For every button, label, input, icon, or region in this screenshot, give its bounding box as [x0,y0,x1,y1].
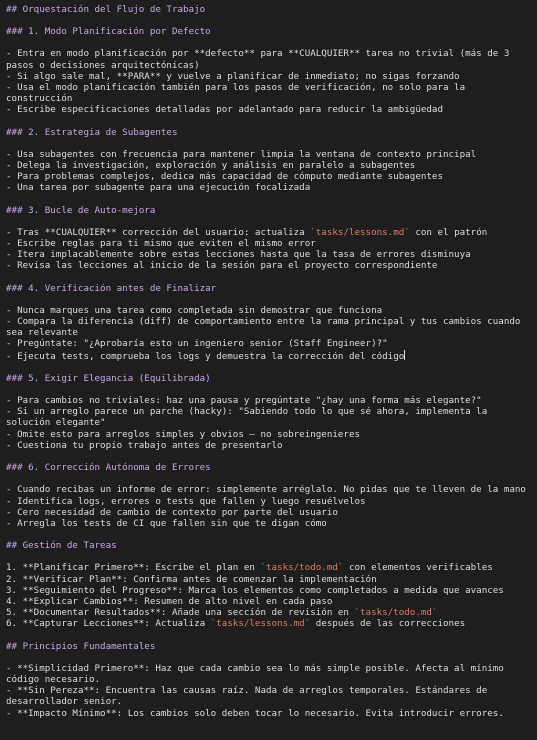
text-run: 1. **Planificar Primero**: Escribe el plan en [6,562,261,574]
text-run: - Cero necesidad de cambio de contexto por parte del usuario [6,506,338,518]
list-item [6,574,531,585]
section [6,127,531,194]
text-run: 3. **Seguimiento del Progreso**: Marca los elementos como completados a medida que avances [6,584,504,596]
list-item [6,149,531,160]
list-item [6,484,531,495]
section [6,373,531,451]
text-run: con elementos verificables [343,562,493,574]
text-run: - Cuando recibas un informe de error: simplemente arréglalo. No pidas que te lleven de la mano [6,484,526,496]
text-run: - Escribe reglas para ti mismo que eviten el mismo error [6,238,316,250]
text-run: - Ejecuta tests, comprueba los logs y demuestra la corrección del código [6,350,405,362]
section-heading: ### 1. Modo Planificación por Defecto [6,26,211,38]
section-heading: ### 2. Estrategia de Subagentes [6,126,178,138]
list-item [6,685,531,707]
list-item [6,350,531,362]
text-run: - Para cambios no triviales: haz una pausa y pregúntate "¿hay una forma más elegante?" [6,395,482,407]
text-cursor [404,350,405,360]
text-run: - Pregúntate: "¿Aprobaría esto un ingeniero senior (Staff Engineer)?" [6,338,388,350]
list-item [6,227,531,238]
text-run: - **Impacto Mínimo**: Los cambios solo deben tocar lo necesario. Evita introducir errores. [6,707,504,719]
section [6,26,531,115]
list-item [6,440,531,451]
list-item [6,429,531,440]
section-heading: ### 6. Corrección Autónoma de Errores [6,462,211,474]
section [6,462,531,529]
text-run: - Itera implacablemente sobre estas lecciones hasta que la tasa de errores disminuya [6,249,471,261]
text-run: - Si un arreglo parece un parche (hacky): "Sabiendo todo lo que sé ahora, implementa la solución elegante" [6,406,493,429]
text-run: - Cuestiona tu propio trabajo antes de presentarlo [6,439,283,451]
section-heading: ### 3. Bucle de Auto-mejora [6,204,156,216]
list-item [6,708,531,719]
list-item [6,618,531,629]
list-item [6,406,531,428]
text-run: - Una tarea por subagente para una ejecución focalizada [6,182,311,194]
text-run: - Entra en modo planificación por **defecto** para **CUALQUIER** tarea no trivial (más de 3 pasos o decisiones arquitectónicas) [6,48,515,71]
text-run: - Escribe especificaciones detalladas por adelantado para reducir la ambigüedad [6,104,443,116]
list-item [6,260,531,271]
text-run: con el patrón [409,226,488,238]
list-item [6,518,531,529]
list-item [6,71,531,82]
list-item [6,316,531,338]
list-item [6,82,531,104]
text-run: - Compara la diferencia (diff) de comportamiento entre la rama principal y tus cambios cuando sea relevante [6,316,526,339]
inline-code: `tasks/todo.md` [354,607,438,619]
list-item [6,585,531,596]
list-item [6,395,531,406]
list-item [6,663,531,685]
text-run: - Si algo sale mal, **PARA** y vuelve a planificar de inmediato; no sigas forzando [6,70,460,82]
section [6,283,531,362]
text-run: - Identifica logs, errores o tests que fallen y luego resuélvelos [6,495,366,507]
text-run: - Para problemas complejos, dedica más capacidad de cómputo mediante subagentes [6,171,443,183]
text-run: 6. **Capturar Lecciones**: Actualiza [6,618,211,630]
text-run: 2. **Verificar Plan**: Confirma antes de comenzar la implementación [6,573,377,585]
list-item [6,338,531,349]
document-title: ## Orquestación del Flujo de Trabajo [6,4,206,15]
list-item [6,249,531,260]
text-run: después de las correcciones [310,618,466,630]
section [6,641,531,719]
list-item [6,171,531,182]
section-heading: ### 5. Exigir Elegancia (Equilibrada) [6,372,211,384]
text-run: - **Simplicidad Primero**: Haz que cada cambio sea lo más simple posible. Afecta al mínimo código necesario. [6,662,510,685]
list-item [6,496,531,507]
inline-code: `tasks/lessons.md` [310,226,410,238]
text-run: - Usa el modo planificación también para los pasos de verificación, no solo para la construcción [6,82,471,105]
text-run: - Revisa las lecciones al inicio de la sesión para el proyecto correspondiente [6,260,438,272]
text-run: 4. **Explicar Cambios**: Resumen de alto nivel en cada paso [6,595,333,607]
text-run: - Usa subagentes con frecuencia para mantener limpia la ventana de contexto principal [6,148,477,160]
inline-code: `tasks/todo.md` [260,562,344,574]
text-run: - Nunca marques una tarea como completada sin demostrar que funciona [6,304,383,316]
list-item [6,596,531,607]
inline-code: `tasks/lessons.md` [210,618,311,630]
section-heading: ## Gestión de Tareas [6,540,117,552]
text-run: - Omite esto para arreglos simples y obvios — no sobreingenieres [6,428,361,440]
list-item [6,238,531,249]
list-item [6,305,531,316]
text-run: - **Sin Pereza**: Encuentra las causas raíz. Nada de arreglos temporales. Estándares de desarrollador senior. [6,685,493,708]
text-run: - Delega la investigación, exploración y análisis en paralelo a subagentes [6,160,416,172]
list-item [6,507,531,518]
list-item [6,104,531,115]
section [6,540,531,629]
section [6,205,531,272]
document-body [6,26,531,719]
list-item [6,182,531,193]
text-run: 5. **Documentar Resultados**: Añade una sección de revisión en [6,607,355,619]
text-run: - Tras **CUALQUIER** corrección del usuario: actualiza [6,226,311,238]
list-item [6,562,531,573]
text-run: - Arregla los tests de CI que fallen sin que te digan cómo [6,517,327,529]
section-heading: ## Principios Fundamentales [6,640,156,652]
list-item [6,160,531,171]
list-item [6,607,531,618]
list-item [6,48,531,70]
section-heading: ### 4. Verificación antes de Finalizar [6,282,217,294]
